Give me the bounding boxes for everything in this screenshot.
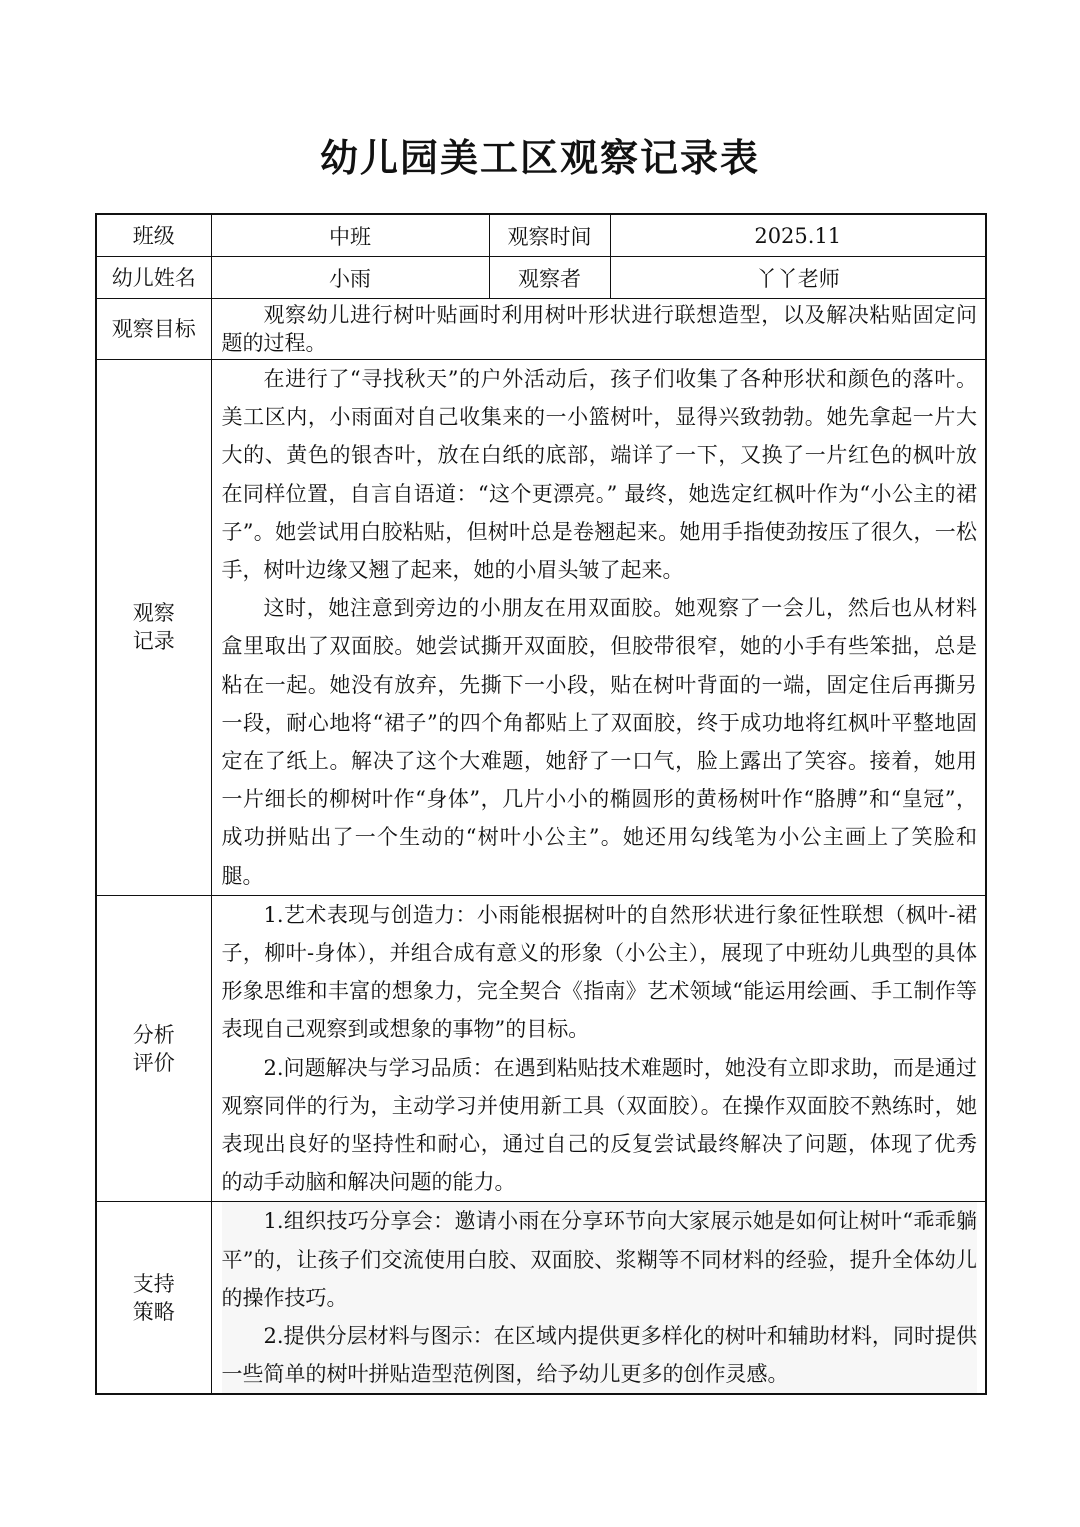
strategy-paragraph: 1.组织技巧分享会：邀请小雨在分享环节向大家展示她是如何让树叶“乖乖躺平”的，让孩子们交流使用白胶、双面胶、浆糊等不同材料的经验，提升全体幼儿的操作技巧。	[222, 1202, 978, 1317]
observation-table	[95, 213, 987, 1395]
analysis-label	[96, 895, 211, 1202]
strategy-paragraph: 2.提供分层材料与图示：在区域内提供更多样化的树叶和辅助材料，同时提供一些简单的树叶拼贴造型范例图，给予幼儿更多的创作灵感。	[222, 1317, 978, 1393]
name-value: 小雨	[211, 257, 489, 299]
analysis-label-line1: 分析	[132, 1022, 175, 1047]
record-paragraph: 在进行了“寻找秋天”的户外活动后，孩子们收集了各种形状和颜色的落叶。美工区内，小雨面对自己收集来的一小篮树叶，显得兴致勃勃。她先拿起一片大大的、黄色的银杏叶，放在白纸的底部，端详了一下，又换了一片红色的枫叶放在同样位置，自言自语道：“这个更漂亮。” 最终，她选定红枫叶作为“小公主的裙子”。她尝试用白胶粘贴，但树叶总是卷翘起来。她用手指使劲按压了很久，一松手，树叶边缘又翘了起来，她的小眉头皱了起来。	[221, 367, 977, 583]
goal-text: 观察幼儿进行树叶贴画时利用树叶形状进行联想造型，以及解决粘贴固定问题的过程。	[221, 303, 977, 355]
analysis-paragraph: 2.问题解决与学习品质：在遇到粘贴技术难题时，她没有立即求助，而是通过观察同伴的行为，主动学习并使用新工具（双面胶）。在操作双面胶不熟练时，她表现出良好的坚持性和耐心，通过自己的反复尝试最终解决了问题，体现了优秀的动手动脑和解决问题的能力。	[221, 1055, 977, 1195]
analysis-label-line2: 评价	[132, 1050, 175, 1075]
table-row-record	[96, 360, 986, 896]
table-row-goal	[96, 299, 986, 360]
strategy-label-line1: 支持	[132, 1271, 175, 1296]
class-label: 班级	[96, 214, 211, 257]
analysis-paragraph: 1.艺术表现与创造力：小雨能根据树叶的自然形状进行象征性联想（枫叶-裙子，柳叶-身体），并组合成有意义的形象（小公主），展现了中班幼儿典型的具体形象思维和丰富的想象力，完全契合《指南》艺术领域“能运用绘画、手工制作等表现自己观察到或想象的事物”的目标。	[221, 902, 977, 1042]
time-label: 观察时间	[489, 214, 610, 257]
record-label-line1: 观察	[132, 601, 175, 626]
strategy-label-line2: 策略	[132, 1299, 175, 1324]
page-title: 幼儿园美工区观察记录表	[319, 135, 760, 180]
table-row-class	[96, 214, 986, 257]
table-row-strategy	[96, 1202, 986, 1395]
table-row-name	[96, 257, 986, 299]
class-value: 中班	[211, 214, 489, 257]
strategy-label	[96, 1202, 211, 1395]
record-label	[96, 360, 211, 896]
observer-label: 观察者	[489, 257, 610, 299]
table-row-analysis	[96, 895, 986, 1202]
record-label-line2: 记录	[132, 629, 175, 654]
strategy-content	[211, 1202, 986, 1395]
goal-label: 观察目标	[96, 299, 211, 360]
record-content	[211, 360, 986, 896]
record-paragraph: 这时，她注意到旁边的小朋友在用双面胶。她观察了一会儿，然后也从材料盒里取出了双面胶。她尝试撕开双面胶，但胶带很窄，她的小手有些笨拙，总是粘在一起。她没有放弃，先撕下一小段，贴在树叶背面的一端，固定住后再撕另一段，耐心地将“裙子”的四个角都贴上了双面胶，终于成功地将红枫叶平整地固定在了纸上。解决了这个大难题，她舒了一口气，脸上露出了笑容。接着，她用一片细长的柳树叶作“身体”，几片小小的椭圆形的黄杨树叶作“胳膊”和“皇冠”，成功拼贴出了一个生动的“树叶小公主”。她还用勾线笔为小公主画上了笑脸和腿。	[221, 596, 977, 888]
analysis-content	[211, 895, 986, 1202]
goal-cell	[211, 299, 986, 360]
observer-value: 丫丫老师	[610, 257, 986, 299]
time-value: 2025.11	[610, 214, 986, 257]
name-label: 幼儿姓名	[96, 257, 211, 299]
